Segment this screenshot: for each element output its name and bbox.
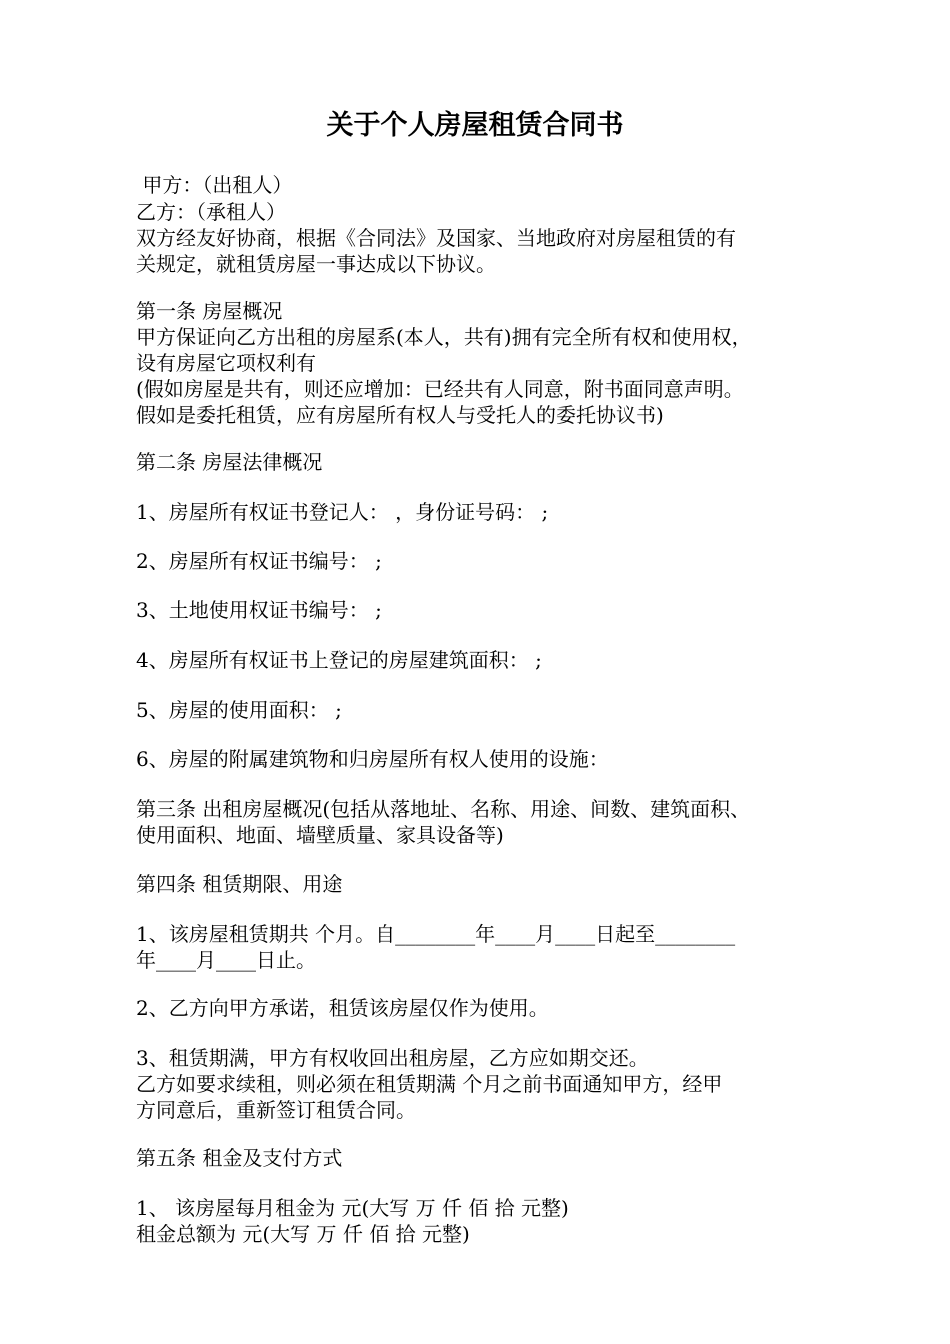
article-5-item-1-line-1: 1、 该房屋每月租金为 元(大写 万 仟 佰 拾 元整) xyxy=(136,1196,569,1220)
party-b-line: 乙方：（承租人） xyxy=(136,200,286,224)
article-4-item-2: 2、乙方向甲方承诺，租赁该房屋仅作为使用。 xyxy=(136,996,549,1020)
article-1-line-3: (假如房屋是共有，则还应增加：已经共有人同意，附书面同意声明。 xyxy=(136,377,744,401)
article-4-item-3-line-2: 乙方如要求续租，则必须在租赁期满 个月之前书面通知甲方，经甲 xyxy=(136,1072,723,1096)
article-1-line-4: 假如是委托租赁，应有房屋所有权人与受托人的委托协议书) xyxy=(136,403,664,427)
article-3-line-1: 第三条 出租房屋概况(包括从落地址、名称、用途、间数、建筑面积、 xyxy=(136,797,751,821)
article-4-item-1-line-1: 1、该房屋租赁期共 个月。自________年____月____日起至________ xyxy=(136,922,736,946)
preamble-line-2: 关规定，就租赁房屋一事达成以下协议。 xyxy=(136,252,496,276)
article-2-item-5: 5、房屋的使用面积： ; xyxy=(136,698,342,722)
article-5-item-1-line-2: 租金总额为 元(大写 万 仟 佰 拾 元整) xyxy=(136,1222,470,1246)
article-4-heading: 第四条 租赁期限、用途 xyxy=(136,872,343,896)
article-3-line-2: 使用面积、地面、墙壁质量、家具设备等) xyxy=(136,823,504,847)
article-2-item-1: 1、房屋所有权证书登记人： ，身份证号码： ; xyxy=(136,500,549,524)
article-2-item-2: 2、房屋所有权证书编号： ; xyxy=(136,549,382,573)
article-4-item-3-line-3: 方同意后，重新签订租赁合同。 xyxy=(136,1098,416,1122)
article-4-item-1-line-2: 年____月____日止。 xyxy=(136,948,316,972)
article-2-item-3: 3、土地使用权证书编号： ; xyxy=(136,598,382,622)
article-2-item-4: 4、房屋所有权证书上登记的房屋建筑面积： ; xyxy=(136,648,542,672)
article-5-heading: 第五条 租金及支付方式 xyxy=(136,1146,343,1170)
party-a-line: 甲方：（出租人） xyxy=(136,173,293,197)
document-title: 关于个人房屋租赁合同书 xyxy=(326,110,624,141)
article-1-line-2: 设有房屋它项权利有 xyxy=(136,351,316,375)
article-1-heading: 第一条 房屋概况 xyxy=(136,299,283,323)
article-2-item-6: 6、房屋的附属建筑物和归房屋所有权人使用的设施： xyxy=(136,747,609,771)
preamble-line-1: 双方经友好协商，根据《合同法》及国家、当地政府对房屋租赁的有 xyxy=(136,226,736,250)
article-2-heading: 第二条 房屋法律概况 xyxy=(136,450,323,474)
article-1-line-1: 甲方保证向乙方出租的房屋系(本人，共有)拥有完全所有权和使用权， xyxy=(136,325,752,349)
article-4-item-3-line-1: 3、租赁期满，甲方有权收回出租房屋，乙方应如期交还。 xyxy=(136,1046,649,1070)
